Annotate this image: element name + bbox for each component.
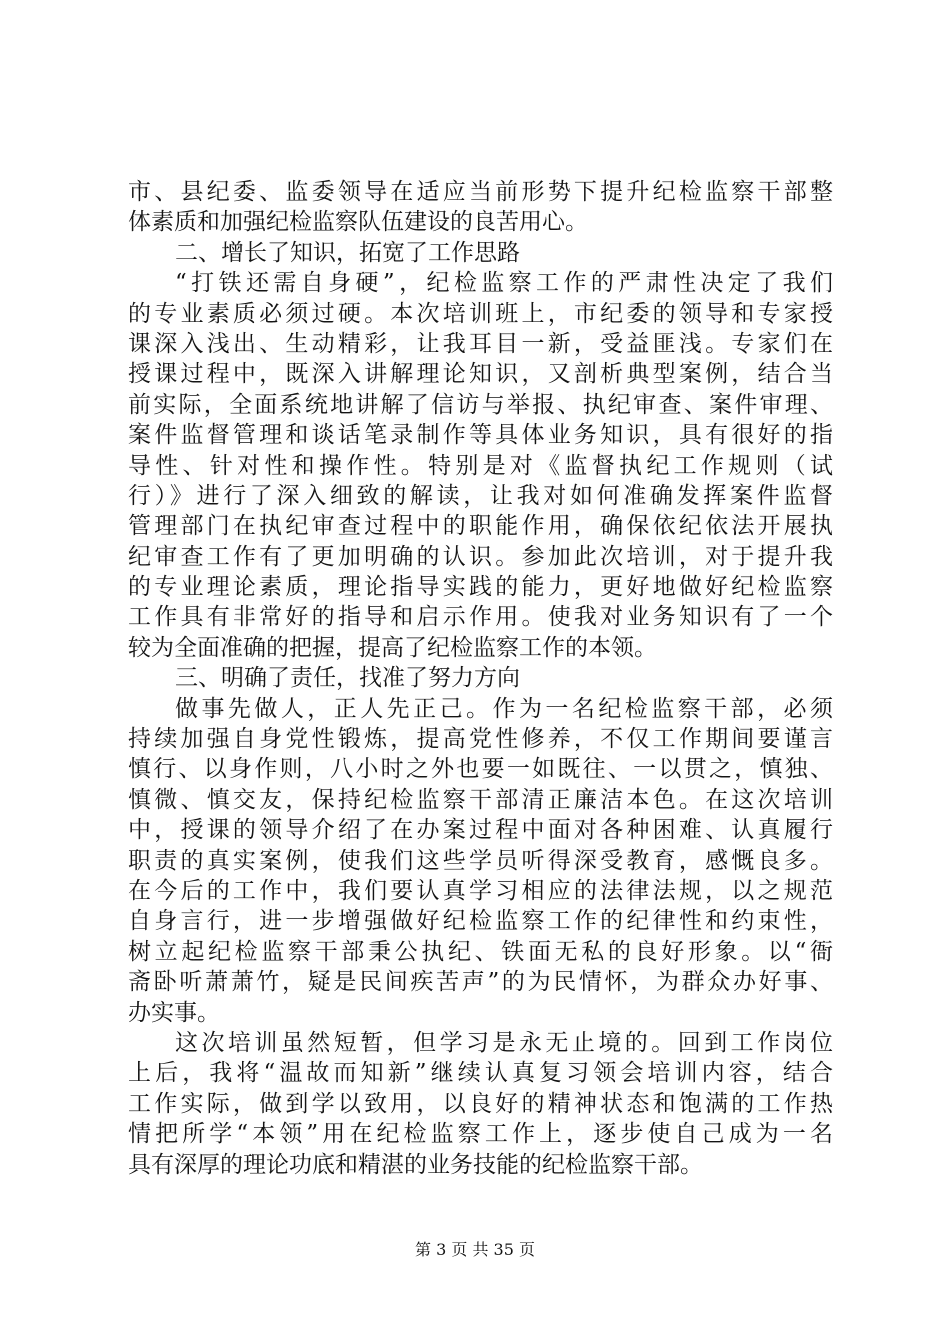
text-line: 斋卧听萧萧竹，疑是民间疾苦声”的为民情怀，为群众办好事、	[128, 969, 833, 996]
text-line: 的专业素质必须过硬。本次培训班上，市纪委的领导和专家授	[128, 300, 833, 327]
text-line: 做事先做人，正人先正己。作为一名纪检监察干部，必须	[175, 695, 833, 722]
text-line: 二、增长了知识，拓宽了工作思路	[175, 239, 520, 266]
document-body	[128, 177, 833, 1180]
text-line: 行）》进行了深入细致的解读，让我对如何准确发挥案件监督	[128, 482, 833, 509]
text-line: 中，授课的领导介绍了在办案过程中面对各种困难、认真履行	[128, 817, 833, 844]
text-line: 持续加强自身党性锻炼，提高党性修养，不仅工作期间要谨言	[128, 726, 833, 753]
text-line: 具有深厚的理论功底和精湛的业务技能的纪检监察干部。	[128, 1151, 703, 1178]
text-line: 的专业理论素质，理论指导实践的能力，更好地做好纪检监察	[128, 574, 833, 601]
text-line: 市、县纪委、监委领导在适应当前形势下提升纪检监察干部整	[128, 179, 833, 205]
text-line: 在今后的工作中，我们要认真学习相应的法律法规，以之规范	[128, 877, 833, 904]
text-line: 办实事。	[128, 999, 220, 1026]
text-line: 工作实际，做到学以致用，以良好的精神状态和饱满的工作热	[128, 1090, 833, 1117]
text-line: 慎行、以身作则，八小时之外也要一如既往、一以贯之，慎独、	[128, 756, 833, 783]
text-line: 树立起纪检监察干部秉公执纪、铁面无私的良好形象。以“衙	[128, 938, 833, 965]
text-line: 授课过程中，既深入讲解理论知识，又剖析典型案例，结合当	[128, 361, 833, 388]
text-line: 情把所学“本领”用在纪检监察工作上，逐步使自己成为一名	[128, 1121, 833, 1148]
text-line: 上后，我将“温故而知新”继续认真复习领会培训内容，结合	[128, 1060, 833, 1087]
text-line: 导性、针对性和操作性。特别是对《监督执纪工作规则（试	[128, 452, 833, 479]
text-line: 工作具有非常好的指导和启示作用。使我对业务知识有了一个	[128, 604, 833, 631]
text-line: 职责的真实案例，使我们这些学员听得深受教育，感慨良多。	[128, 847, 833, 874]
page-number-footer: 第 3 页 共 35 页	[415, 1240, 535, 1259]
text-line: 纪审查工作有了更加明确的认识。参加此次培训，对于提升我	[128, 543, 833, 570]
text-line: 课深入浅出、生动精彩，让我耳目一新，受益匪浅。专家们在	[128, 330, 833, 357]
text-line: 体素质和加强纪检监察队伍建设的良苦用心。	[128, 209, 588, 236]
text-line: 管理部门在执纪审查过程中的职能作用，确保依纪依法开展执	[128, 513, 833, 540]
text-line: 三、明确了责任，找准了努力方向	[175, 665, 520, 692]
text-line: “打铁还需自身硬”，纪检监察工作的严肃性决定了我们	[175, 270, 833, 297]
text-line: 自身言行，进一步增强做好纪检监察工作的纪律性和约束性，	[128, 908, 833, 935]
text-line: 案件监督管理和谈话笔录制作等具体业务知识，具有很好的指	[128, 422, 833, 449]
text-line: 这次培训虽然短暂，但学习是永无止境的。回到工作岗位	[175, 1029, 833, 1056]
text-line: 慎微、慎交友，保持纪检监察干部清正廉洁本色。在这次培训	[128, 786, 833, 813]
text-line: 较为全面准确的把握，提高了纪检监察工作的本领。	[128, 634, 657, 661]
text-line: 前实际，全面系统地讲解了信访与举报、执纪审查、案件审理、	[128, 391, 833, 418]
